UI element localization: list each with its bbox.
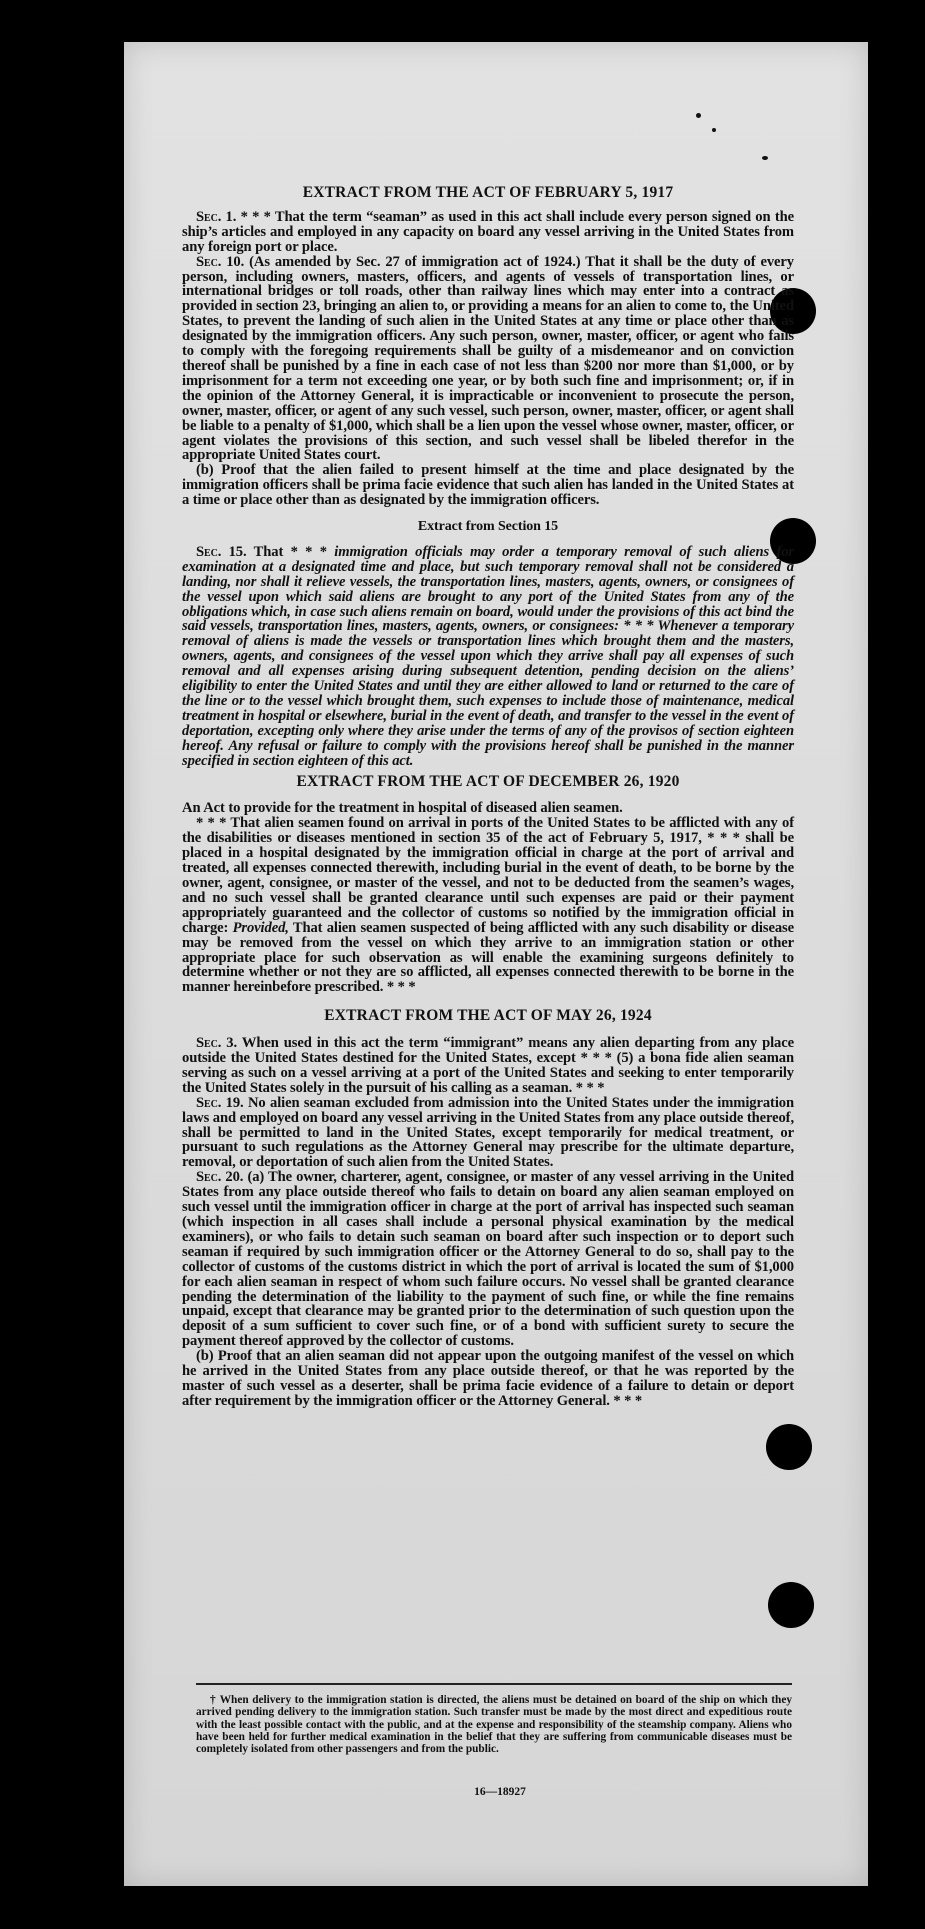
paragraph-sec-3 [182,1036,794,1096]
paragraph-sec-10 [182,255,794,464]
section-text: That alien seamen suspected of being afflicted with any such disability or disease may be removed from the vessel on which they arrive to an immigration station or other appropriate place for such observation as will enable the examining surgeons definitely to determine whether or not they are so afflicted, all expenses connected therewith to be borne in the manner hereinbefore prescribed. * * * [182,919,794,996]
paragraph-sec-15 [182,545,794,769]
heading-act-1924: EXTRACT FROM THE ACT OF MAY 26, 1924 [324,1007,652,1025]
section-text: * * * That alien seamen found on arrival in ports of the United States to be afflicted with any of the disabilities or diseases mentioned in section 35 of the act of February 5, 1917, * * * shall be placed in a hospital designated by the immigration official in charge at the port of arrival and treated, all expenses connected therewith, including burial in the event of death, to be borne by the owner, agent, consignee, or master of the vessel, and not to be deducted from the seamen’s wages, and no such vessel shall be granted clearance until such expenses are paid or their payment appropriately guaranteed and the collector of customs so notified by the immigration official in charge: [182,815,794,936]
section-text: * * * That the term “seaman” as used in this act shall include every person signed on the ship’s articles and employed in any capacity on board any vessel arriving in the United States from any foreign port or place. [182,208,794,255]
dust-speck [712,128,716,132]
footnote-text: † When delivery to the immigration station is directed, the aliens must be detained on board of the ship on which they arrived pending delivery to the immigration station. Such transfer must be made by the most direct and expeditious route with the least possible contact with the public, and at the expense and responsibility of the steamship company. Aliens who have been held for further medical examination in the belief that they are suffering from communicable diseases must be completely isolated from other passengers and from the public. [196,1694,792,1756]
section-text: (As amended by Sec. 27 of immigration act of 1924.) That it shall be the duty of every person, including owners, masters, officers, and agents of vessels of transportation lines, or international bridges or toll roads, other than railway lines which may enter into a contract as provided in section 23, bringing an alien to, or providing a means for an alien to come to, the United States, to prevent the landing of such alien in the United States at any time or place other than as designated by the immigration officers. Any such person, owner, master, officer, or agent who fails to comply with the foregoing requirements shall be guilty of a misdemeanor and on conviction thereof shall be punished by a fine in each case of not less than $200 nor more than $1,000, or by imprisonment for a term not exceeding one year, or by both such fine and imprisonment; or, if in the opinion of the Attorney General, it is impracticable or inconvenient to prosecute the person, owner, master, officer, or agent of any such vessel, such person, owner, master, officer, or agent shall be liable to a penalty of $1,000, which shall be a lien upon the vessel whose owner, master, officer, or agent violates the provisions of this section, and such vessel shall be libeled therefor in the appropriate United States court. [182,253,794,464]
heading-act-1917: EXTRACT FROM THE ACT OF FEBRUARY 5, 1917 [302,184,674,201]
section-label: Sec. 3. [196,1035,238,1052]
paragraph-sec-1 [182,210,794,255]
dust-speck [762,156,768,160]
section-label: Sec. 10. [196,253,245,270]
document-body [182,186,794,1409]
paragraph-sec-10-b: (b) Proof that the alien failed to present himself at the time and place designated by the immigration officers shall be prima facie evidence that such alien has landed in the United States at a time or place other than as designated by the immigration officers. [182,462,794,509]
provided-clause: Provided, [232,919,289,936]
footnote-divider [196,1683,792,1685]
section-label: Sec. 1. [196,208,237,225]
paragraph-sec-20 [182,1170,794,1349]
subheading-section-15: Extract from Section 15 [417,519,559,535]
section-text: No alien seaman excluded from admission into the United States under the immigration laws and employed on board any vessel arriving in the United States from any place outside thereof, shall be permitted to land in the United States, except temporarily for medical treatment, or pursuant to such regulations as the Attorney General may prescribe for the ultimate departure, removal, or deportation of such alien from the United States. [182,1094,794,1171]
act-1920-title: An Act to provide for the treatment in hospital of diseased alien seamen. [182,800,623,817]
section-text: When used in this act the term “immigrant” means any alien departing from any place outside the United States destined for the United States, except * * * (5) a bona fide alien seaman serving as such on a vessel arriving at a port of the United States and seeking to enter temporarily the United States solely in the pursuit of his calling as a seaman. * * * [182,1035,794,1096]
section-label: Sec. 20. [196,1169,244,1186]
punch-hole [766,1424,812,1470]
section-label: Sec. 19. [196,1094,244,1111]
heading-act-1920: EXTRACT FROM THE ACT OF DECEMBER 26, 1920 [296,772,680,790]
form-number: 16—18927 [474,1786,526,1798]
paragraph-sec-20-b: (b) Proof that an alien seaman did not appear upon the outgoing manifest of the vessel on which he arrived in the United States from any place outside thereof, or that he was reported by the master of such vessel as a deserter, shall be prima facie evidence of a failure to detain or deport after requirement by the immigration officer or the Attorney General. * * * [182,1348,794,1409]
footnote [196,1694,792,1755]
section-lead: That * * * [253,543,327,560]
section-text: (a) The owner, charterer, agent, consignee, or master of any vessel arriving in the United States from any place outside thereof who fails to detain on board any alien seaman employed on such vessel until the immigration officer in charge at the port of arrival has inspected such seaman (which inspection in all cases shall include a personal physical examination by the medical examiners), or who fails to detain such seaman on board after such inspection or to deport such seaman if required by such immigration officer or the Attorney General to do so, shall pay to the collector of customs of the customs district in which the port of arrival is located the sum of $1,000 for each alien seaman in respect of whom such failure occurs. No vessel shall be granted clearance pending the determination of the liability to the payment of such fine, or while the fine remains unpaid, except that clearance may be granted prior to the determination of such question upon the deposit of a sum sufficient to cover such fine, or of a bond with sufficient surety to secure the payment thereof approved by the collector of customs. [182,1169,794,1350]
dust-speck [696,113,701,118]
punch-hole [768,1582,814,1628]
section-text-italic: immigration officials may order a temporary removal of such aliens for examination at a designated time and place, but such temporary removal shall not be considered a landing, nor shall it relieve vessels, the transportation lines, masters, agents, owners, or consignees of the vessel upon which said aliens are brought to any port of the United States from any of the obligations which, in case such aliens remain on board, would under the provisions of this act bind the said vessels, transportation lines, masters, agents, owners, or consignees: * * * Whenever a temporary removal of aliens is made the vessels or transportation lines which brought them and the masters, owners, agents, and consignees of the vessel upon which they arrive shall pay all expenses of such removal and all expenses arising during subsequent detention, pending decision on the aliens’ eligibility to enter the United States and until they are either allowed to land or returned to the care of the line or to the vessel which brought them, such expenses to include those of maintenance, medical treatment in hospital or elsewhere, burial in the event of death, and transfer to the vessel in the event of deportation, excepting only where they arise under the terms of any of the provisos of section eighteen hereof. Any refusal or failure to comply with the provisions hereof shall be punished in the manner specified in section eighteen of this act. [182,543,794,769]
paragraph-act-1920 [182,816,794,995]
paragraph-sec-19 [182,1096,794,1171]
section-label: Sec. 15. [196,543,247,560]
